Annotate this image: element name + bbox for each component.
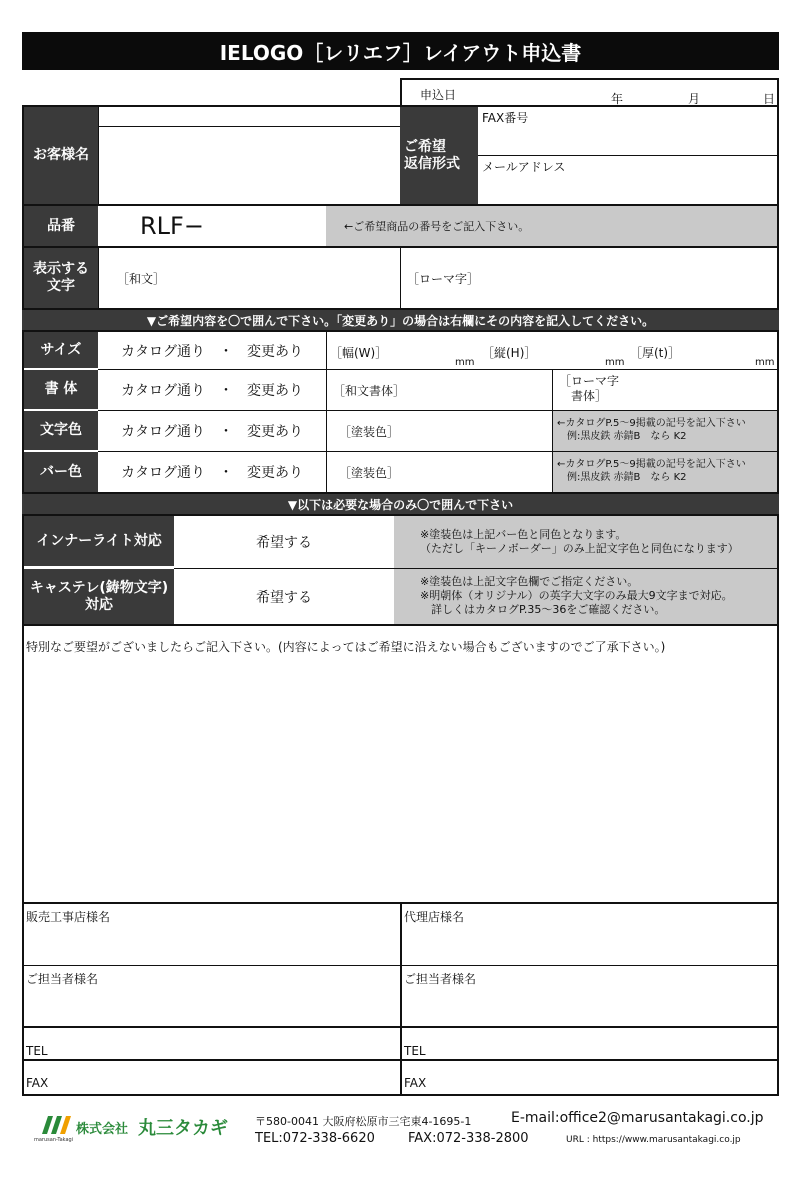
company-fax: FAX:072-338-2800 [408, 1131, 529, 1146]
fax-left-label: FAX [26, 1076, 49, 1090]
email-field[interactable] [478, 156, 777, 204]
company-tel: TEL:072-338-6620 [255, 1131, 375, 1146]
date-box [400, 78, 779, 107]
company-logo-small: marusan-Takagi [34, 1137, 74, 1143]
bar-color-note: ←カタログP.5～9掲載の記号を記入下さい 例:黒皮鉄 赤錆B なら K2 [552, 452, 777, 492]
font-option[interactable]: カタログ通り ・ 変更あり [98, 370, 326, 411]
bar-color-label: バー色 [24, 452, 98, 492]
inner-light-note: ※塗装色は上記バー色と同色となります。 （ただし「キーノボーダー」のみ上記文字色と同色になります） [394, 516, 777, 569]
company-name: 丸三タカギ [138, 1118, 228, 1139]
bar-color-option[interactable]: カタログ通り ・ 変更あり [121, 465, 303, 481]
tel-left-field[interactable] [24, 1028, 400, 1061]
inner-light-option[interactable]: 希望する [174, 516, 394, 569]
height-label[interactable]: ［縦(H)］ [482, 346, 537, 360]
tel-left-label: TEL [26, 1044, 48, 1058]
fax-left-field[interactable] [24, 1061, 400, 1094]
product-prefix: RLF− [140, 212, 204, 240]
bar-color-paint-label: ［塗装色］ [339, 465, 400, 480]
email-label: メールアドレス [482, 160, 566, 174]
text-color-paint-field[interactable] [326, 411, 552, 452]
inner-light-label: インナーライト対応 [24, 516, 174, 568]
month-label: 月 [688, 92, 701, 106]
company-url[interactable]: URL : https://www.marusantakagi.co.jp [566, 1135, 741, 1145]
page-title: IELOGO［レリエフ］レイアウト申込書 [219, 40, 582, 65]
text-color-paint-label: ［塗装色］ [339, 424, 400, 439]
company-prefix: 株式会社 [76, 1122, 129, 1137]
japanese-text-field[interactable] [98, 248, 400, 308]
fax-right-label: FAX [404, 1076, 427, 1090]
width-label[interactable]: ［幅(W)］ [330, 346, 388, 360]
contact-left-field[interactable] [24, 966, 400, 1028]
title-bar [22, 32, 779, 70]
size-detail [326, 332, 777, 370]
company-logo-icon [40, 1114, 72, 1136]
product-label: 品番 [24, 206, 98, 246]
height-unit: mm [605, 357, 625, 368]
roman-font-label: ［ローマ字 書体］ [559, 374, 620, 403]
tel-right-label: TEL [404, 1044, 426, 1058]
text-color-label: 文字色 [24, 411, 98, 452]
customer-label: お客様名 [24, 107, 98, 204]
size-label: サイズ [24, 332, 98, 370]
customer-name-field[interactable] [98, 127, 400, 204]
company-email[interactable]: E-mail:office2@marusantakagi.co.jp [511, 1110, 764, 1126]
product-note: ←ご希望商品の番号をご記入下さい。 [326, 206, 777, 246]
day-label: 日 [763, 92, 776, 106]
date-label: 申込日 [420, 88, 457, 102]
instruction-banner-1: ▼ご希望内容を〇で囲んで下さい。「変更あり」の場合は右欄にその内容を記入してください。 [22, 310, 779, 330]
product-number-field[interactable] [98, 206, 326, 246]
fax-number-label: FAX番号 [482, 111, 529, 125]
text-color-option[interactable]: カタログ通り ・ 変更あり [98, 411, 326, 452]
jp-font-label: ［和文書体］ [333, 383, 406, 398]
contact-right-field[interactable] [402, 966, 777, 1028]
reply-format-label: ご希望 返信形式 [400, 107, 478, 204]
roman-text-field[interactable] [400, 248, 777, 308]
remarks-box[interactable] [22, 624, 779, 904]
remarks-text: 特別なご要望がございましたらご記入下さい。(内容によってはご希望に沿えない場合もございますのでご了承下さい。) [26, 640, 666, 654]
width-unit: mm [455, 357, 475, 368]
agent-field[interactable] [402, 904, 777, 966]
cast-letter-note: ※塗装色は上記文字色欄でご指定ください。 ※明朝体（オリジナル）の英字大文字のみ最大9文字まで対応。 詳しくはカタログP.35～36をご確認ください。 [394, 569, 777, 624]
size-option[interactable]: カタログ通り ・ 変更あり [98, 332, 326, 370]
font-label: 書 体 [24, 370, 98, 411]
roman-text-label: ［ローマ字］ [407, 271, 480, 286]
dealer-label: 販売工事店様名 [26, 910, 111, 924]
text-color-note: ←カタログP.5～9掲載の記号を記入下さい 例:黒皮鉄 赤錆B なら K2 [552, 411, 777, 452]
roman-font-field[interactable] [552, 370, 777, 411]
contact-right-label: ご担当者様名 [404, 972, 477, 986]
depth-unit: mm [755, 357, 775, 368]
year-label: 年 [611, 92, 624, 106]
depth-label[interactable]: ［厚(t)］ [630, 346, 681, 360]
bar-color-paint-field[interactable] [326, 452, 552, 492]
cast-letter-option[interactable]: 希望する [256, 589, 312, 606]
jp-font-field[interactable] [326, 370, 552, 411]
contact-left-label: ご担当者様名 [26, 972, 99, 986]
fax-number-field[interactable] [478, 107, 777, 156]
dealer-field[interactable] [24, 904, 400, 966]
instruction-banner-2: ▼以下は必要な場合のみ〇で囲んで下さい [22, 494, 779, 514]
display-text-label: 表示する 文字 [24, 248, 98, 308]
fax-right-field[interactable] [402, 1061, 777, 1094]
company-address: 〒580-0041 大阪府松原市三宅東4-1695-1 [255, 1115, 472, 1128]
cast-letter-label: キャステレ(鋳物文字) 対応 [24, 569, 174, 624]
customer-furigana-field[interactable] [98, 107, 400, 127]
tel-right-field[interactable] [402, 1028, 777, 1061]
japanese-text-label: ［和文］ [117, 271, 166, 286]
agent-label: 代理店様名 [404, 910, 465, 924]
